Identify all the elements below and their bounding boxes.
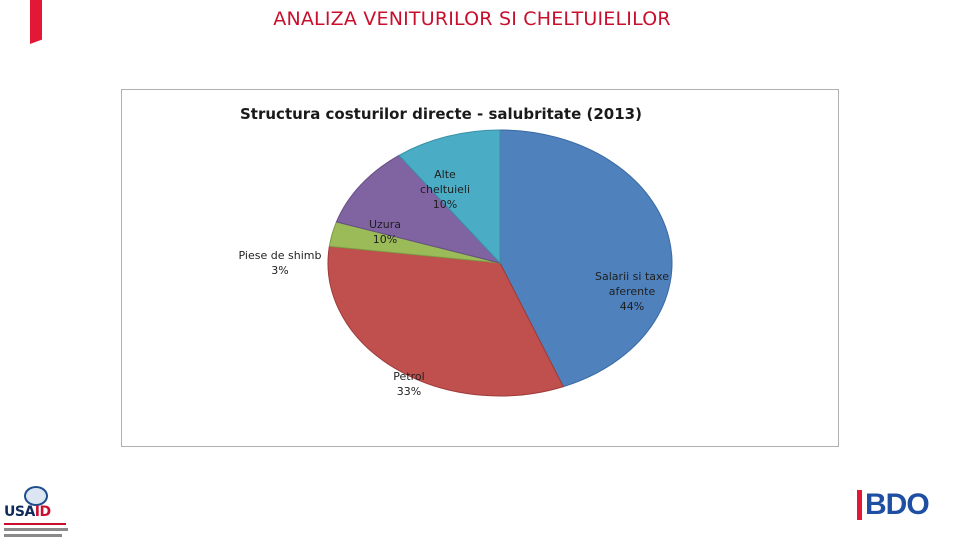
usaid-logo-text: USAID — [4, 504, 51, 520]
pie-slice-label: Salarii si taxe aferente 44% — [595, 270, 669, 313]
pie-chart — [122, 90, 840, 448]
bdo-logo-bar — [857, 490, 862, 520]
usaid-logo — [0, 480, 80, 540]
pie-slice-label: Uzura 10% — [368, 218, 402, 246]
bdo-logo-text: BDO — [865, 488, 929, 521]
usaid-tagline-line — [4, 528, 68, 531]
slide-title: ANALIZA VENITURILOR SI CHELTUIELILOR — [273, 8, 671, 30]
pie-slices — [328, 130, 672, 396]
chart-title: Structura costurilor directe - salubritate (2013) — [240, 105, 642, 123]
usaid-tagline-line — [4, 534, 62, 537]
usaid-seal-icon — [24, 486, 48, 506]
bdo-logo — [855, 488, 941, 522]
pie-slice-label: Piese de shimb 3% — [238, 249, 322, 277]
pie-slice-label: Alte cheltuieli 10% — [419, 168, 471, 211]
chart-frame — [121, 89, 839, 447]
usaid-divider — [4, 523, 66, 525]
pie-slice-label: Petrol 33% — [393, 370, 425, 398]
